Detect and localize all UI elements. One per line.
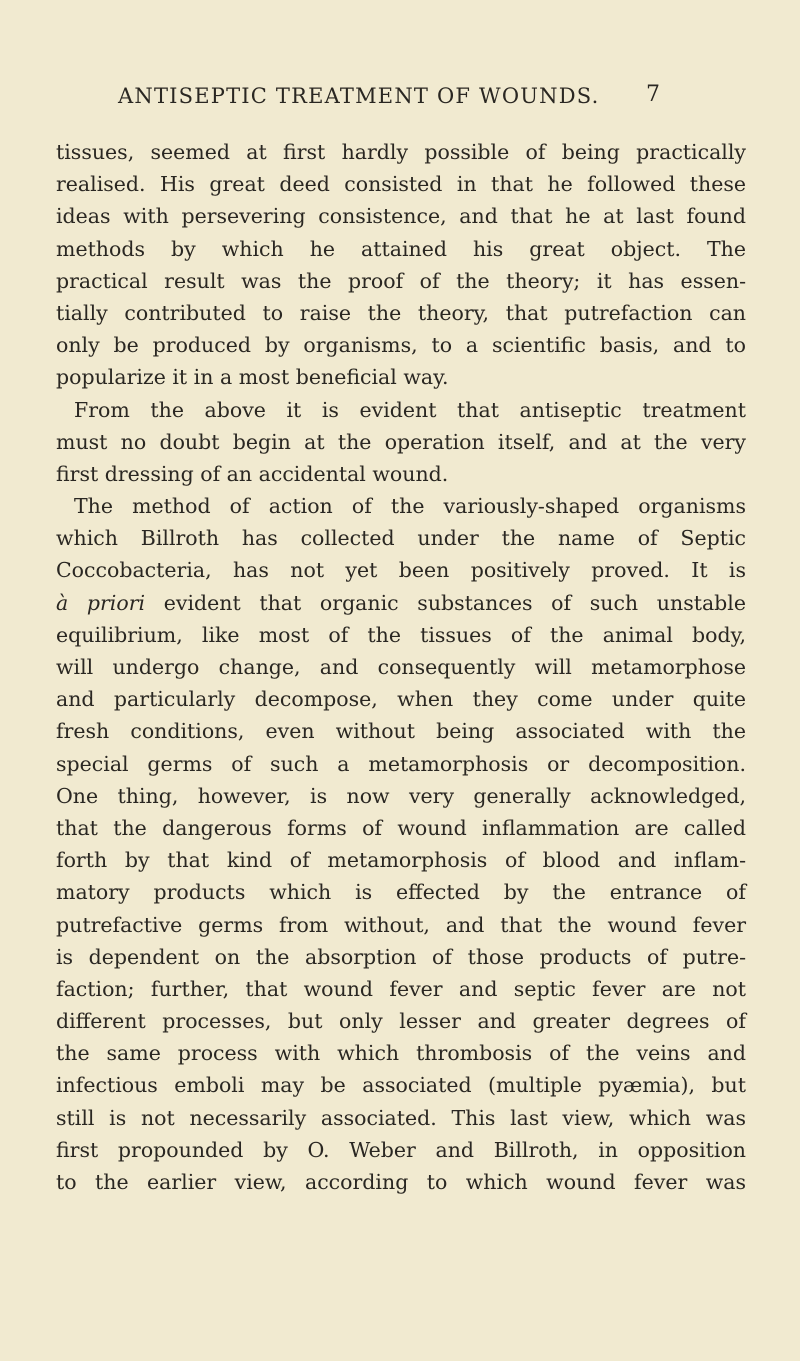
text-line: tissues, seemed at first hardly possible of being practically: [56, 140, 746, 164]
text-line: forth by that kind of metamorphosis of blood and inflam-: [56, 848, 746, 873]
text-line: realised. His great deed consisted in that he followed these: [56, 172, 746, 197]
text-line: faction; further, that wound fever and septic fever are not: [56, 976, 746, 1001]
italic-phrase: à priori: [56, 590, 146, 615]
text-line: must no doubt begin at the operation itself, and at the very: [56, 429, 746, 454]
text-line: The method of action of the variously-shaped organisms: [74, 494, 746, 519]
text-line: the same process with which thrombosis of the veins and: [56, 1041, 746, 1066]
text-line: One thing, however, is now very generally acknowledged,: [56, 783, 746, 808]
text-line: and particularly decompose, when they come under quite: [56, 687, 746, 712]
page-number: 7: [646, 82, 660, 107]
text-line: infectious emboli may be associated (multiple pyæmia), but: [56, 1073, 746, 1098]
running-title: ANTISEPTIC TREATMENT OF WOUNDS.: [118, 84, 600, 108]
text-line: only be produced by organisms, to a scientific basis, and to: [56, 333, 746, 358]
text-line: putrefactive germs from without, and that the wound fever: [56, 912, 746, 937]
body-text: [56, 136, 746, 1198]
text-line-rest: evident that organic substances of such unstable: [163, 590, 746, 615]
text-line: which Billroth has collected under the name of Septic: [56, 526, 746, 551]
text-line: different processes, but only lesser and greater degrees of: [56, 1009, 746, 1034]
text-line: matory products which is effected by the entrance of: [56, 880, 746, 905]
text-line: equilibrium, like most of the tissues of the animal body,: [56, 622, 746, 647]
text-line: will undergo change, and consequently will metamorphose: [56, 655, 746, 679]
text-line: From the above it is evident that antiseptic treatment: [74, 397, 746, 422]
text-line-with-italic: [56, 587, 746, 619]
text-line: popularize it in a most beneficial way.: [56, 365, 449, 390]
text-line: methods by which he attained his great object. The: [56, 236, 746, 261]
text-line: first propounded by O. Weber and Billroth, in opposition: [56, 1137, 746, 1162]
text-line: ideas with persevering consistence, and that he at last found: [56, 204, 746, 229]
text-line: to the earlier view, according to which wound fever was: [56, 1170, 746, 1194]
text-line: first dressing of an accidental wound.: [56, 461, 449, 486]
text-line: practical result was the proof of the theory; it has essen-: [56, 268, 746, 293]
text-line: Coccobacteria, has not yet been positively proved. It is: [56, 558, 746, 583]
text-line: tially contributed to raise the theory, that putrefaction can: [56, 300, 746, 325]
text-line: is dependent on the absorption of those products of putre-: [56, 944, 746, 969]
text-line: special germs of such a metamorphosis or decomposition.: [56, 751, 746, 776]
text-line: that the dangerous forms of wound inflammation are called: [56, 815, 746, 840]
text-line: fresh conditions, even without being associated with the: [56, 719, 746, 744]
text-line: still is not necessarily associated. This last view, which was: [56, 1105, 746, 1130]
